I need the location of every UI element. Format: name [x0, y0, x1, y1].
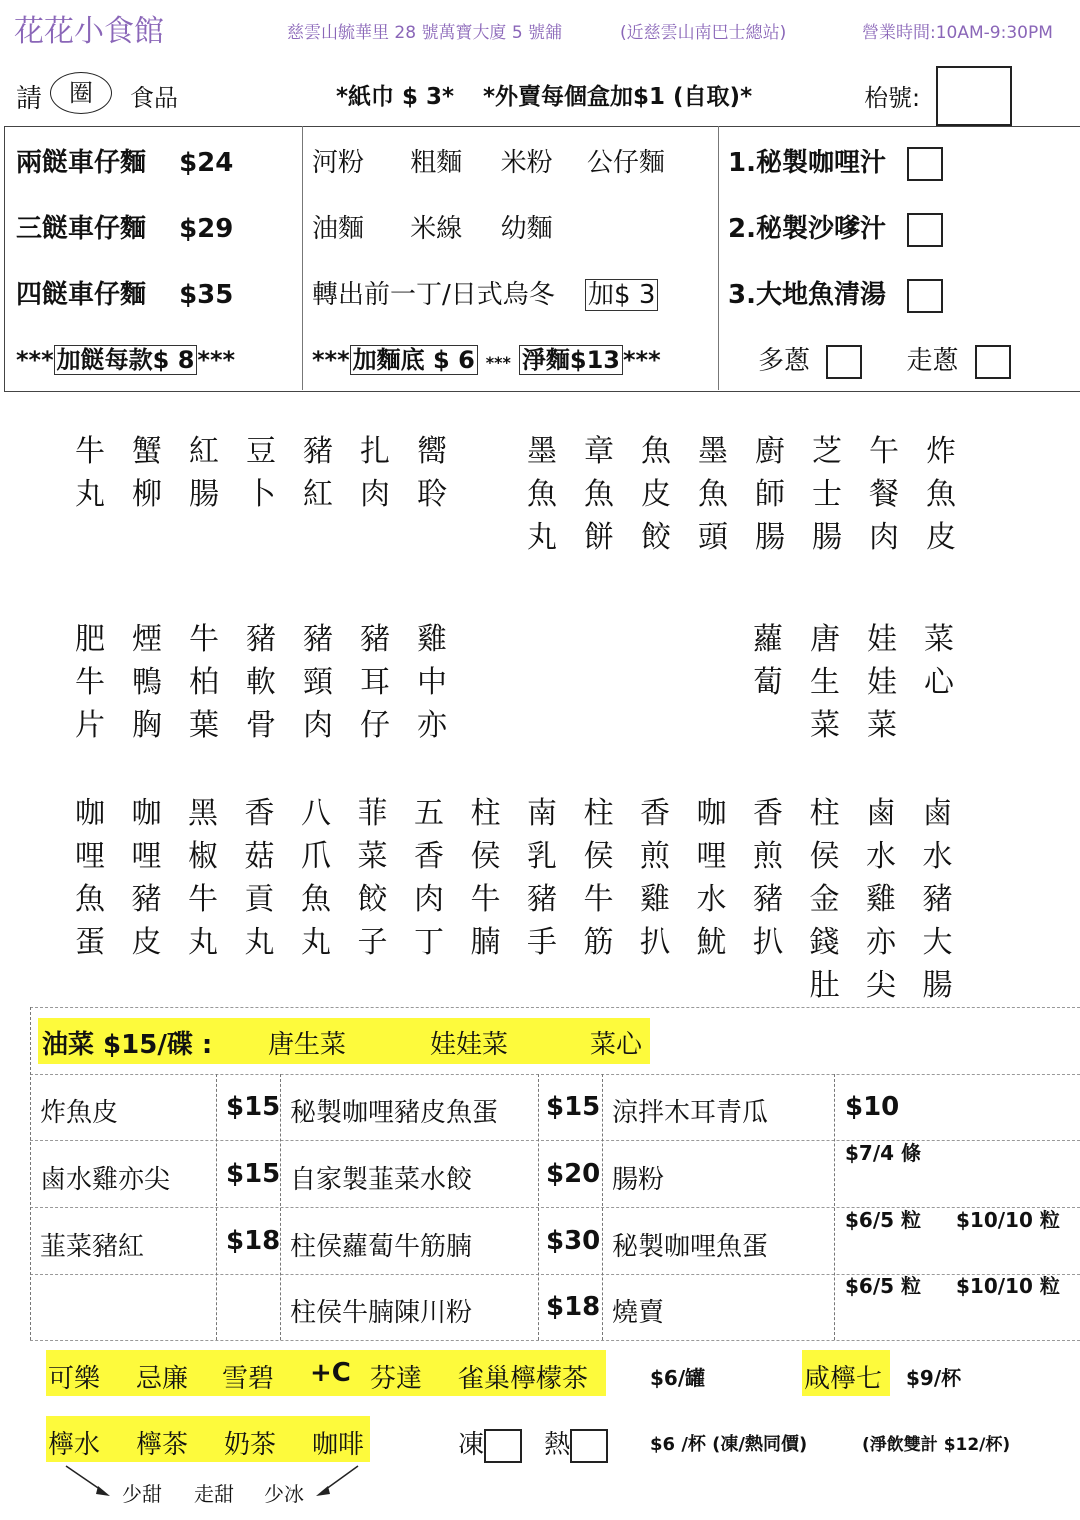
snack-price: $20 — [546, 1159, 601, 1189]
drink-option[interactable]: 忌廉 — [136, 1364, 189, 1394]
takeaway-note: *外賣每個盒加$1 (自取)* — [483, 84, 753, 110]
opening-hours: 營業時間:10AM-9:30PM — [862, 23, 1053, 43]
topping-item[interactable]: 唐 生 菜 — [810, 622, 840, 743]
noodle-set-name: 三餸車仔麵 — [16, 214, 147, 244]
drink-option[interactable]: 檸茶 — [136, 1430, 189, 1460]
extra-topping-price: 加餸每款$ 8 — [54, 345, 198, 375]
snack-price: $18 — [546, 1292, 601, 1322]
topping-item[interactable]: 咖 哩 水 魷 — [696, 796, 727, 960]
snack-name[interactable]: 柱侯牛腩陳川粉 — [290, 1298, 473, 1328]
noodle-set-price: $24 — [179, 148, 234, 178]
sweet-option[interactable]: 少甜 — [122, 1482, 162, 1506]
snack-price: $15 — [226, 1092, 281, 1122]
circle-label — [50, 72, 112, 114]
topping-item[interactable]: 黑 椒 牛 丸 — [188, 796, 218, 960]
topping-item[interactable]: 嚮 聆 — [417, 434, 447, 512]
soup-checkbox[interactable] — [907, 279, 943, 313]
snack-name[interactable]: 秘製咖哩魚蛋 — [612, 1232, 769, 1262]
topping-item[interactable]: 柱 侯 金 錢 肚 — [809, 796, 840, 1003]
snack-name[interactable]: 炸魚皮 — [40, 1098, 119, 1128]
no-onion-label: 走蔥 — [906, 346, 959, 376]
soup-checkbox[interactable] — [907, 213, 943, 247]
noodle-set-3[interactable] — [16, 208, 233, 245]
sweet-option[interactable]: 走甜 — [194, 1482, 234, 1506]
drink-option[interactable]: 芬達 — [370, 1364, 423, 1394]
snack-name[interactable]: 秘製咖哩豬皮魚蛋 — [290, 1098, 499, 1128]
table-number-field[interactable] — [936, 66, 1012, 126]
topping-item[interactable]: 章 魚 餅 — [584, 434, 614, 555]
noodle-set-2[interactable] — [16, 142, 233, 179]
snack-price: $10/10 粒 — [956, 1274, 1060, 1298]
noodle-option[interactable]: 河粉 — [312, 148, 365, 178]
shop-name: 花花小食館 — [14, 14, 164, 49]
topping-item[interactable]: 柱 侯 牛 筋 — [583, 796, 614, 960]
topping-item[interactable]: 雞 中 亦 — [417, 622, 447, 743]
noodle-set-price: $35 — [179, 280, 234, 310]
drink-option[interactable]: 雀巢檸檬茶 — [458, 1364, 589, 1394]
stars: *** — [312, 346, 350, 374]
snack-name[interactable]: 涼拌木耳青瓜 — [612, 1098, 769, 1128]
noodle-option[interactable]: 米粉 — [500, 148, 553, 178]
special-drink-price — [906, 1362, 961, 1391]
noodle-option[interactable]: 公仔麵 — [586, 148, 665, 178]
noodle-extra-note — [312, 340, 661, 375]
topping-item[interactable]: 菲 菜 餃 子 — [357, 796, 388, 960]
divider — [602, 1074, 603, 1340]
cold-checkbox[interactable] — [484, 1429, 522, 1463]
topping-item[interactable]: 炸 魚 皮 — [926, 434, 956, 555]
topping-item[interactable]: 香 煎 豬 扒 — [753, 796, 783, 960]
snack-price: $30 — [546, 1226, 601, 1256]
hot-checkbox[interactable] — [570, 1429, 608, 1463]
table-number-label: 枱號: — [864, 84, 921, 112]
tea-price-text: $6 /杯 (凍/熱同價) — [650, 1434, 808, 1455]
soup-label: 2.秘製沙嗲汁 — [728, 214, 886, 244]
topping-item[interactable]: 豬 軟 骨 — [246, 622, 276, 743]
topping-item[interactable]: 紅 腸 — [189, 434, 219, 512]
tea-note-text: (淨飲雙計 $12/杯) — [862, 1435, 1011, 1455]
topping-item[interactable]: 八 爪 魚 丸 — [301, 796, 331, 960]
shop-address: 慈雲山毓華里 28 號萬寶大廈 5 號舖 — [287, 23, 563, 43]
stars: *** — [197, 346, 236, 374]
tea-note — [862, 1430, 1010, 1455]
can-price — [650, 1362, 705, 1391]
divider — [216, 1074, 217, 1340]
topping-item[interactable]: 蘿 蔔 — [753, 622, 783, 700]
stars: *** — [622, 346, 661, 374]
topping-item[interactable]: 豬 紅 — [303, 434, 333, 512]
arrow-head-icon — [96, 1486, 110, 1496]
topping-item[interactable]: 牛 柏 葉 — [189, 622, 219, 743]
drink-option[interactable]: 雪碧 — [222, 1364, 275, 1394]
drink-option[interactable]: 可樂 — [48, 1364, 101, 1394]
more-onion-checkbox[interactable] — [826, 345, 862, 379]
more-onion-label: 多蔥 — [758, 346, 811, 376]
topping-item[interactable]: 廚 師 腸 — [755, 434, 785, 555]
stars: *** — [485, 353, 511, 372]
stars: *** — [16, 346, 54, 374]
noodle-types-row1 — [312, 142, 665, 179]
topping-item[interactable]: 菜 心 — [924, 622, 954, 700]
divider — [30, 1140, 1080, 1141]
topping-item[interactable]: 香 煎 雞 扒 — [640, 796, 670, 960]
snack-name[interactable]: 自家製韮菜水餃 — [290, 1165, 473, 1195]
topping-item[interactable]: 娃 娃 菜 — [867, 622, 897, 743]
topping-item[interactable]: 煙 鴨 胸 — [132, 622, 162, 743]
drink-option[interactable]: 咖啡 — [312, 1430, 365, 1460]
divider — [30, 1207, 1080, 1208]
divider — [834, 1074, 835, 1340]
snack-name[interactable]: 燒賣 — [612, 1298, 665, 1328]
circle-text: 圈 — [69, 79, 93, 107]
shop-landmark: (近慈雲山南巴士總站) — [620, 23, 787, 43]
drink-option[interactable]: +C — [310, 1358, 351, 1388]
topping-item[interactable]: 鹵 水 雞 亦 尖 — [866, 796, 896, 1003]
please-label: 請 — [16, 84, 43, 114]
topping-item[interactable]: 牛 丸 — [75, 434, 105, 512]
veg-option[interactable]: 娃娃菜 — [430, 1030, 509, 1060]
veg-option[interactable]: 唐生菜 — [268, 1030, 347, 1060]
soup-option-3 — [728, 274, 943, 313]
arrow-head-icon — [316, 1486, 330, 1496]
cold-label: 凍 — [458, 1430, 485, 1460]
topping-item[interactable]: 南 乳 豬 手 — [527, 796, 557, 960]
drink-option[interactable]: 檸水 — [48, 1430, 101, 1460]
topping-item[interactable]: 豬 耳 仔 — [360, 622, 390, 743]
noodle-upgrade-price: 加$ 3 — [585, 279, 658, 311]
noodle-types-row3 — [312, 274, 658, 311]
can-price-text: $6/罐 — [650, 1366, 706, 1390]
divider — [30, 1074, 1080, 1075]
topping-item[interactable]: 蟹 柳 — [132, 434, 162, 512]
divider — [718, 126, 719, 390]
tea-price — [650, 1430, 807, 1456]
topping-item[interactable]: 柱 侯 牛 腩 — [470, 796, 501, 960]
snack-price: $15 — [226, 1159, 281, 1189]
snack-name[interactable]: 韮菜豬紅 — [40, 1232, 145, 1262]
noodle-set-name: 四餸車仔麵 — [16, 280, 147, 310]
snack-price: $10 — [845, 1092, 900, 1122]
onion-options — [758, 340, 1011, 379]
topping-item[interactable]: 芝 士 腸 — [812, 434, 842, 555]
soup-label: 1.秘製咖哩汁 — [728, 148, 886, 178]
extra-noodle-price: 加麵底 $ 6 — [350, 345, 478, 375]
sweet-option[interactable]: 少冰 — [264, 1482, 304, 1506]
noodle-types-row2 — [312, 208, 553, 245]
soup-option-1 — [728, 142, 943, 181]
topping-item[interactable]: 肥 牛 片 — [75, 622, 105, 743]
topping-item[interactable]: 魚 皮 餃 — [641, 434, 671, 555]
noodle-set-price: $29 — [179, 214, 234, 244]
noodle-option[interactable]: 轉出前一丁/日式烏冬 — [312, 280, 555, 310]
topping-item[interactable]: 咖 哩 豬 皮 — [131, 796, 162, 960]
snack-price: $18 — [226, 1226, 281, 1256]
snack-price: $10/10 粒 — [956, 1208, 1060, 1232]
topping-item[interactable]: 扎 肉 — [360, 434, 390, 512]
topping-item[interactable]: 豆 卜 — [246, 434, 276, 512]
drink-option[interactable]: 奶茶 — [224, 1430, 277, 1460]
snack-price: $6/5 粒 — [845, 1208, 922, 1232]
soup-label: 3.大地魚清湯 — [728, 280, 886, 310]
topping-item[interactable]: 墨 魚 丸 — [527, 434, 557, 555]
cold-option — [458, 1424, 608, 1463]
tissue-note: *紙巾 $ 3* — [336, 84, 455, 110]
noodle-option[interactable]: 幼麵 — [500, 214, 553, 244]
divider — [538, 1074, 539, 1340]
topping-item[interactable]: 咖 哩 魚 蛋 — [75, 796, 105, 960]
snack-price: $6/5 粒 — [845, 1274, 922, 1298]
veg-label: 油菜 $15/碟 : — [42, 1030, 213, 1060]
special-drink-price-text: $9/杯 — [906, 1366, 962, 1390]
divider — [30, 1007, 31, 1340]
extra-topping-note — [16, 340, 235, 375]
divider — [302, 126, 303, 390]
noodle-option[interactable]: 油麵 — [312, 214, 365, 244]
topping-item[interactable]: 香 菇 貢 丸 — [244, 796, 275, 960]
no-onion-checkbox[interactable] — [975, 345, 1011, 379]
divider — [30, 1274, 1080, 1275]
topping-item[interactable]: 豬 頸 肉 — [303, 622, 333, 743]
hot-label: 熱 — [544, 1430, 571, 1460]
soup-checkbox[interactable] — [907, 147, 943, 181]
snack-price: $7/4 條 — [845, 1141, 922, 1165]
topping-item[interactable]: 鹵 水 豬 大 腸 — [922, 796, 953, 1003]
food-label: 食品 — [130, 84, 178, 112]
snack-name[interactable]: 柱侯蘿蔔牛筋腩 — [290, 1232, 473, 1262]
snack-name[interactable]: 腸粉 — [612, 1165, 665, 1195]
veg-option[interactable]: 菜心 — [590, 1030, 643, 1060]
noodle-set-4[interactable] — [16, 274, 233, 311]
noodle-option[interactable]: 米線 — [410, 214, 463, 244]
divider — [30, 1340, 1080, 1341]
topping-item[interactable]: 墨 魚 頭 — [698, 434, 728, 555]
special-drink[interactable]: 咸檸七 — [804, 1364, 883, 1394]
snack-price: $15 — [546, 1092, 601, 1122]
divider — [30, 1007, 1080, 1008]
plain-noodle-price: 淨麵$13 — [519, 345, 623, 375]
topping-item[interactable]: 五 香 肉 丁 — [414, 796, 444, 960]
noodle-option[interactable]: 粗麵 — [410, 148, 463, 178]
topping-item[interactable]: 午 餐 肉 — [869, 434, 899, 555]
soup-option-2 — [728, 208, 943, 247]
noodle-set-name: 兩餸車仔麵 — [16, 148, 147, 178]
snack-name[interactable]: 鹵水雞亦尖 — [40, 1165, 171, 1195]
